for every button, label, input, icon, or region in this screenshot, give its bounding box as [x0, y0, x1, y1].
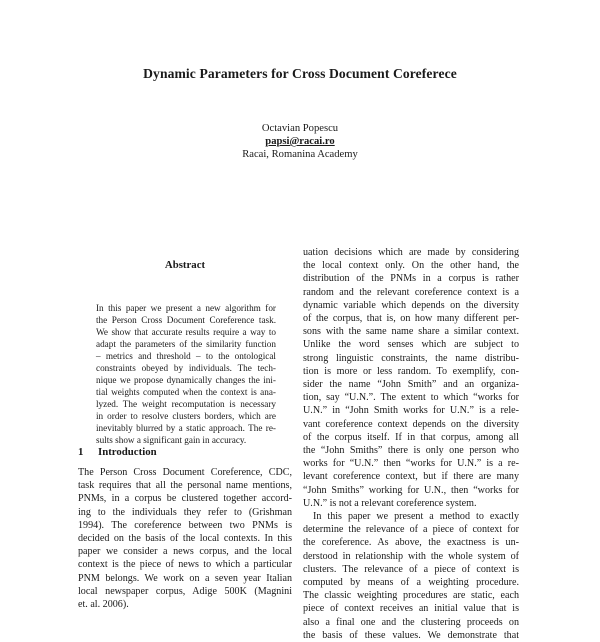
body-line: of the corpus itself. If in that corpus, among all: [303, 431, 519, 443]
author-name: Octavian Popescu: [261, 123, 339, 134]
body-line: sider the name “John Smith” and an organiza-: [303, 379, 519, 391]
body-line: tion, say “U.N.”. The extent to which “works for: [303, 392, 519, 404]
abstract-line: tial weights computed when the context is ana-: [96, 387, 276, 397]
body-line: the basis of these values. We demonstrate that: [303, 629, 519, 641]
author-affiliation: Racai, Romanina Academy: [242, 149, 358, 160]
section-title: Introduction: [98, 446, 157, 458]
body-line: task requires that all the personal name mentions,: [78, 480, 292, 492]
body-line: vant coreference context depends on the diversity: [303, 418, 519, 430]
body-line: decided on the basis of the local contexts. In this: [78, 533, 292, 545]
body-line: dynamic variable which depends on the diversity: [303, 299, 519, 311]
body-line: “John Smiths” working for U.N., then “works for: [303, 484, 519, 496]
abstract-line: In this paper we present a new algorithm for: [96, 303, 276, 313]
body-line: the local context only. On the other hand, the: [303, 260, 519, 272]
abstract-line: We show that accurate results require a way to: [96, 327, 276, 337]
body-line: piece of context receives an initial value that is: [303, 603, 519, 615]
right-column-text: [303, 246, 519, 642]
body-line: PNMs, in a corpus be clustered together accord-: [78, 493, 292, 505]
body-line: context is the piece of news to which a particular: [78, 559, 292, 571]
body-line: In this paper we present a method to exactly: [313, 511, 519, 523]
abstract-line: inevitably blurred by a static approach. The re-: [96, 423, 276, 433]
abstract-line: constraints obeyed by individuals. The tech-: [96, 363, 276, 373]
abstract-text: [96, 302, 276, 446]
abstract-line: – metrics and threshold – to the ontological: [96, 351, 276, 361]
body-line: levant coreference context, but if there are many: [303, 471, 519, 483]
body-line: computed by means of a weighting procedure.: [303, 577, 519, 589]
introduction-text: [78, 466, 292, 611]
abstract-line: adapt the parameters of the similarity function: [96, 339, 276, 349]
body-line: 1994). The coreference between two PNMs is: [78, 519, 292, 531]
paragraph: [303, 510, 519, 642]
abstract-line: sults show a significant gain in accuracy.: [96, 435, 247, 445]
author-block: [0, 122, 600, 161]
paragraph: [303, 246, 519, 510]
abstract-line: lyzed. The weight recomputation is necessary: [96, 399, 276, 409]
body-line: ing to the individuals they refer to (Grishman: [78, 506, 292, 518]
author-email[interactable]: papsi@racai.ro: [265, 136, 335, 147]
body-line: the coreference. As above, the exactness is un-: [303, 537, 519, 549]
body-line: The classic weighting procedures are static, each: [303, 590, 519, 602]
body-line: random and the relevant coreference context is a: [303, 286, 519, 298]
body-line: The Person Cross Document Coreference, CDC,: [78, 467, 292, 478]
body-line: strong linguistic constraints, the name distribu-: [303, 352, 519, 364]
body-line: clusters. The relevance of a piece of context is: [303, 563, 519, 575]
abstract-line: in order to resolve clusters borders, which are: [96, 411, 276, 421]
body-line: local newspaper corpus, Adige 500K (Magnini: [78, 585, 292, 597]
body-line: uation decisions which are made by considering: [303, 247, 519, 258]
body-line: et. al. 2006).: [78, 599, 129, 611]
body-line: also a final one and the clustering proceeds on: [303, 616, 519, 628]
body-line: derstood in relationship with the whole system of: [303, 550, 519, 562]
abstract-line: the Person Cross Document Coreference task.: [96, 315, 276, 325]
body-line: sons with the same name share a similar context.: [303, 326, 519, 338]
body-line: Unlike the word senses which are subject to: [303, 339, 519, 351]
body-line: the “John Smiths” there is only one person who: [303, 445, 519, 457]
body-line: U.N.” is not a relevant coreference system.: [303, 497, 477, 509]
abstract-heading: Abstract: [164, 259, 206, 271]
body-line: tion is more or less random. To exemplify, con-: [303, 365, 519, 377]
body-line: determine the relevance of a piece of context for: [303, 524, 519, 536]
body-line: PNM belongs. We work on a seven year Italian: [78, 572, 292, 584]
body-line: paper we consider a news corpus, and the local: [78, 546, 292, 558]
body-line: distribution of the PNMs in a corpus is rather: [303, 273, 519, 285]
body-line: works for “U.N.” then “works for U.N.” is a re-: [303, 458, 519, 470]
body-line: U.N.” in “John Smith works for U.N.” is a rele-: [303, 405, 519, 417]
paper-title: Dynamic Parameters for Cross Document Coreferece: [143, 66, 457, 81]
section-heading-introduction: [78, 446, 157, 458]
body-line: of the corpus, that is, on how many different per-: [303, 313, 519, 325]
abstract-line: nique we propose dynamically changes the ini-: [96, 375, 276, 385]
section-number: 1: [78, 446, 84, 458]
